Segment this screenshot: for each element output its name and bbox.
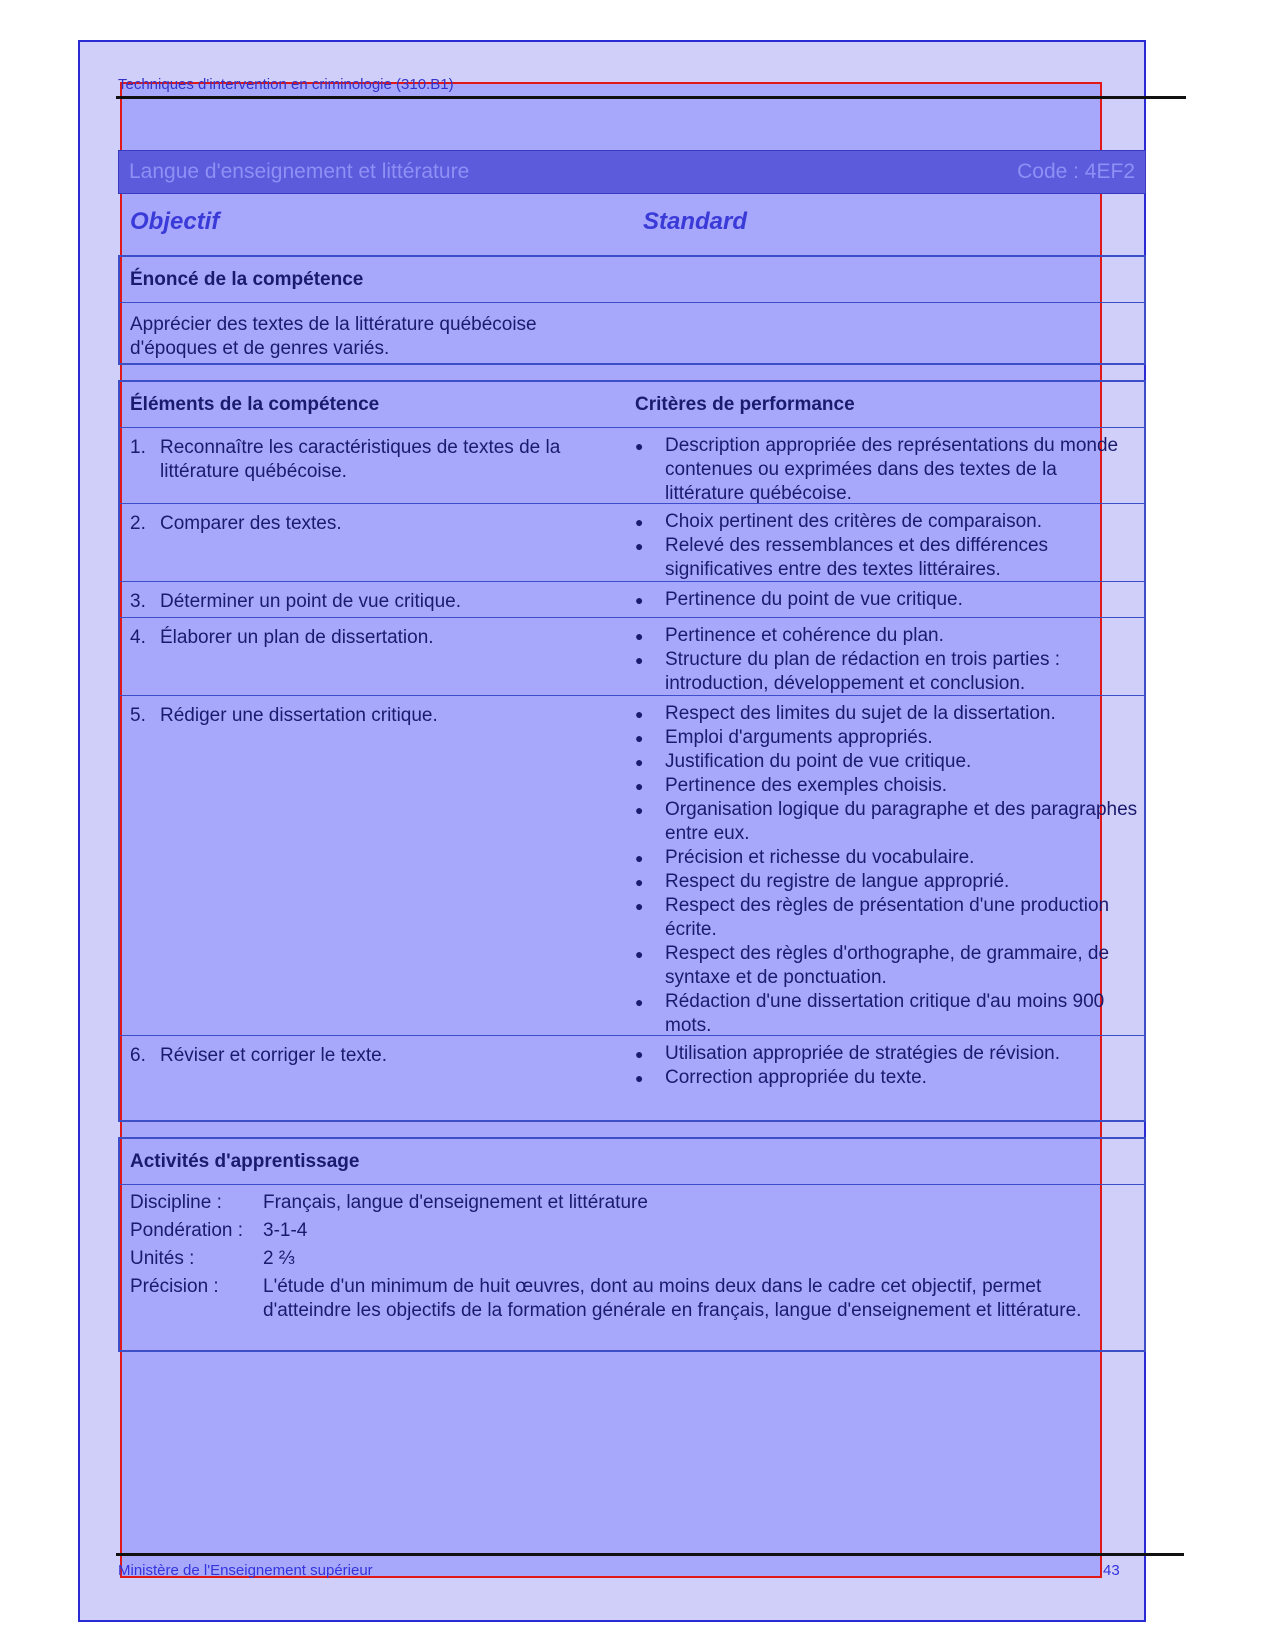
element-cell [120,582,632,617]
element-text: Élaborer un plan de dissertation. [160,627,434,648]
header-rule [116,96,1186,99]
bullet-icon: ● [635,514,644,530]
element-row [120,618,1144,696]
element-row [120,696,1144,1036]
activity-value: Français, langue d'enseignement et littérature [263,1192,648,1213]
element-cell [120,696,632,1035]
criterion-text: Pertinence des exemples choisis. [665,775,947,796]
criterion-text: Structure du plan de rédaction en trois parties : introduction, développement et conclusion. [665,649,1061,694]
standard-label: Standard [643,208,748,235]
criterion-item [635,434,1138,506]
activity-value: L'étude d'un minimum de huit œuvres, dont au moins deux dans le cadre cet objectif, permet d'atteindre les objectifs de la formation générale en français, langue d'enseignement et littérature. [263,1276,1082,1321]
criterion-item [635,702,1138,726]
footer-rule [116,1553,1184,1556]
criterion-item [635,510,1138,534]
element-row [120,428,1144,504]
criteria-cell [632,504,1144,581]
activites-details [120,1185,1144,1333]
activites-section [118,1137,1146,1352]
element-number: 5. [130,705,146,726]
element-row [120,1036,1144,1092]
element-text: Déterminer un point de vue critique. [160,591,461,612]
bullet-icon: ● [635,538,644,554]
element-cell [120,428,632,503]
bullet-icon: ● [635,778,644,794]
criterion-item [635,870,1138,894]
elements-section [118,380,1146,1122]
activity-label: Précision : [130,1276,219,1297]
activity-line [130,1191,1134,1215]
objective-label: Objectif [130,208,220,235]
course-code: Code : 4EF2 [1017,160,1135,183]
bullet-icon: ● [635,730,644,746]
footer-ministry: Ministère de l'Enseignement supérieur [118,1562,373,1579]
element-text: Comparer des textes. [160,513,342,534]
criterion-text: Rédaction d'une dissertation critique d'au moins 900 mots. [665,991,1105,1036]
activity-label: Discipline : [130,1192,222,1213]
activity-line [130,1219,1134,1243]
criterion-text: Respect des règles d'orthographe, de grammaire, de syntaxe et de ponctuation. [665,943,1110,988]
criterion-text: Choix pertinent des critères de comparaison. [665,511,1043,532]
bullet-icon: ● [635,850,644,866]
criteria-heading: Critères de performance [635,393,855,415]
bullet-icon: ● [635,994,644,1010]
criterion-text: Justification du point de vue critique. [665,751,972,772]
criterion-text: Correction appropriée du texte. [665,1067,927,1088]
activity-value: 3-1-4 [263,1220,308,1241]
criterion-text: Respect des règles de présentation d'une production écrite. [665,895,1110,940]
criterion-text: Respect du registre de langue approprié. [665,871,1010,892]
title-bar [118,150,1146,194]
criterion-item [635,588,1138,612]
element-text: Réviser et corriger le texte. [160,1045,388,1066]
criterion-item [635,798,1138,846]
criterion-text: Emploi d'arguments appropriés. [665,727,933,748]
element-text: Reconnaître les caractéristiques de textes de la littérature québécoise. [160,437,561,482]
criterion-text: Organisation logique du paragraphe et des paragraphes entre eux. [665,799,1138,844]
element-cell [120,504,632,581]
activity-label: Pondération : [130,1220,244,1241]
criterion-text: Description appropriée des représentations du monde contenues ou exprimées dans des textes de la littérature québécoise. [665,435,1119,504]
activity-label: Unités : [130,1248,195,1269]
page-number: 43 [1103,1562,1120,1579]
activity-line [130,1247,1134,1271]
element-cell [120,1036,632,1092]
criterion-text: Utilisation appropriée de stratégies de révision. [665,1043,1060,1064]
criterion-text: Pertinence et cohérence du plan. [665,625,944,646]
criterion-item [635,648,1138,696]
criterion-item [635,894,1138,942]
criteria-cell [632,1036,1144,1092]
element-text: Rédiger une dissertation critique. [160,705,438,726]
element-number: 4. [130,627,146,648]
activity-line [130,1275,1134,1323]
criterion-item [635,726,1138,750]
activites-heading: Activités d'apprentissage [120,1139,1144,1185]
elements-header [120,382,1144,428]
bullet-icon: ● [635,652,644,668]
element-number: 1. [130,437,146,458]
enonce-heading: Énoncé de la compétence [120,257,1144,303]
bullet-icon: ● [635,802,644,818]
criteria-cell [632,428,1144,503]
criterion-text: Précision et richesse du vocabulaire. [665,847,975,868]
criterion-item [635,534,1138,582]
criterion-item [635,750,1138,774]
elements-heading: Éléments de la compétence [130,393,380,415]
element-number: 6. [130,1045,146,1066]
element-cell [120,618,632,695]
bullet-icon: ● [635,592,644,608]
bullet-icon: ● [635,1070,644,1086]
bullet-icon: ● [635,946,644,962]
bullet-icon: ● [635,874,644,890]
bullet-icon: ● [635,438,644,454]
criterion-item [635,990,1138,1038]
criterion-text: Relevé des ressemblances et des différences significatives entre des textes littéraires. [665,535,1049,580]
criteria-cell [632,696,1144,1035]
enonce-text: Apprécier des textes de la littérature québécoise d'époques et de genres variés. [130,314,537,359]
criterion-item [635,1042,1138,1066]
bullet-icon: ● [635,754,644,770]
criterion-item [635,1066,1138,1090]
criteria-cell [632,582,1144,617]
criterion-item [635,624,1138,648]
elements-rows [120,428,1144,1092]
bullet-icon: ● [635,1046,644,1062]
activity-value: 2 ⅔ [263,1248,295,1269]
criterion-item [635,942,1138,990]
element-row [120,504,1144,582]
criterion-item [635,846,1138,870]
criterion-text: Respect des limites du sujet de la dissertation. [665,703,1056,724]
element-number: 3. [130,591,146,612]
running-head: Techniques d'intervention en criminologie (310.B1) [118,76,454,93]
element-number: 2. [130,513,146,534]
enonce-section [118,255,1146,365]
bullet-icon: ● [635,898,644,914]
criterion-text: Pertinence du point de vue critique. [665,589,963,610]
course-title: Langue d'enseignement et littérature [129,160,470,183]
criteria-cell [632,618,1144,695]
bullet-icon: ● [635,706,644,722]
criterion-item [635,774,1138,798]
bullet-icon: ● [635,628,644,644]
element-row [120,582,1144,618]
